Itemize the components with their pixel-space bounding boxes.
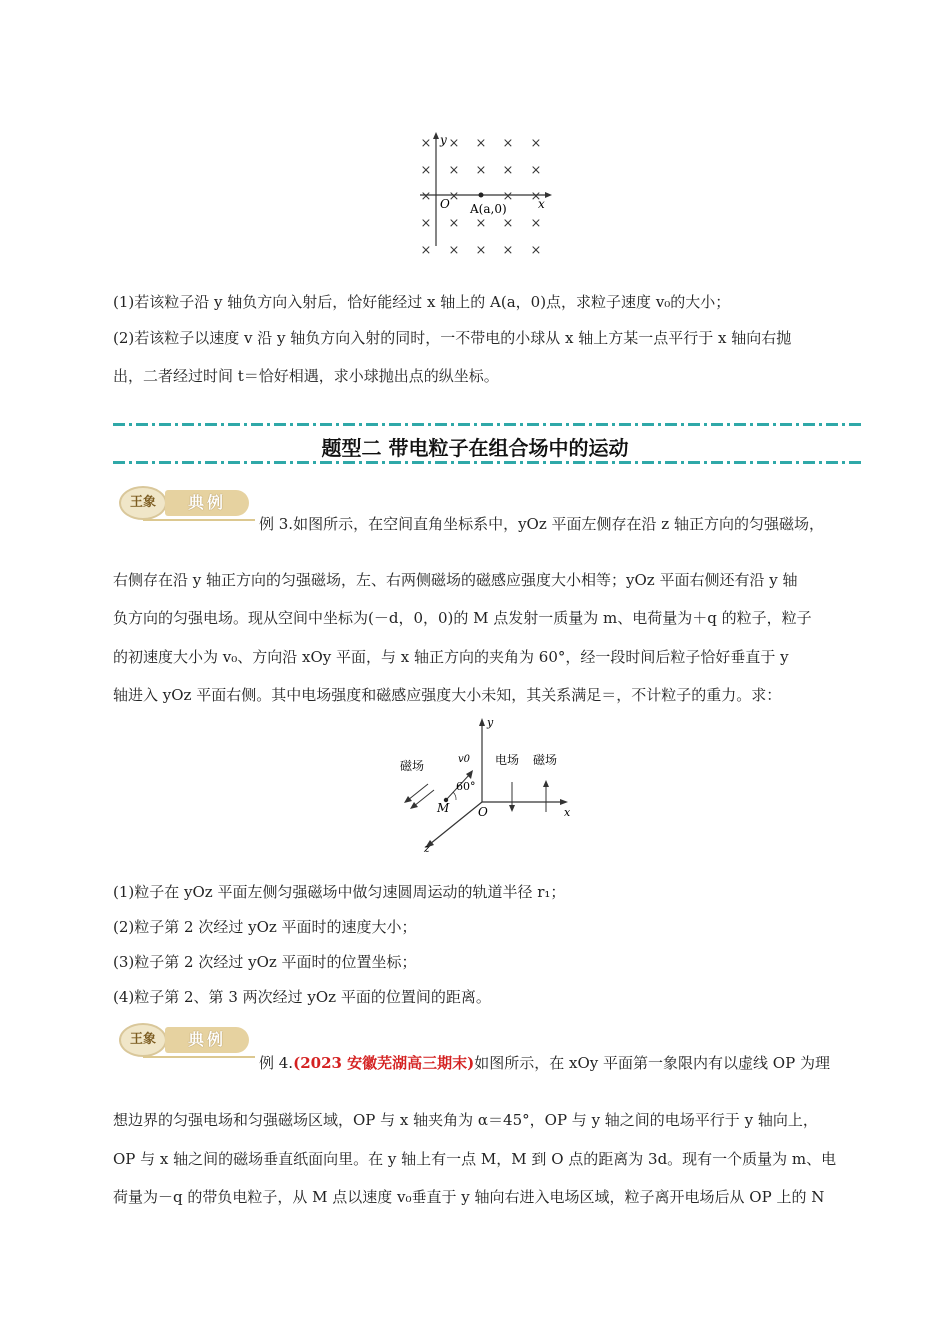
y-axis-arrow xyxy=(433,132,439,139)
x-axis-arrow xyxy=(545,192,552,198)
cross-mark: × xyxy=(475,243,487,258)
example-3-line5: 轴进入 yOz 平面右侧。其中电场强度和磁感应强度大小未知，其关系满足＝，不计粒子的重力。求： xyxy=(113,686,782,704)
example-4-line3: OP 与 x 轴之间的磁场垂直纸面向里。在 y 轴上有一点 M，M 到 O 点的距离为 3d。现有一个质量为 m、电 xyxy=(113,1150,837,1168)
example-3-question-3: (3)粒子第 2 次经过 yOz 平面时的位置坐标； xyxy=(113,953,417,971)
cross-mark: × xyxy=(420,163,432,178)
section-divider-top xyxy=(113,423,865,426)
y-axis-label: y xyxy=(440,133,447,147)
cross-mark: × xyxy=(420,243,432,258)
cross-mark: × xyxy=(502,189,514,204)
cross-mark: × xyxy=(420,136,432,151)
example-4-line1 xyxy=(259,1053,830,1073)
figure-3d-coordinate-system xyxy=(390,712,590,857)
electric-field-label: 电场 xyxy=(495,753,520,767)
angle-arc xyxy=(453,792,456,800)
example-3-line2: 右侧存在沿 y 轴正方向的匀强磁场，左、右两侧磁场的磁感应强度大小相等；yOz 平面右侧还有沿 y 轴 xyxy=(113,571,798,589)
cross-mark: × xyxy=(475,136,487,151)
cross-mark: × xyxy=(475,216,487,231)
example-4-source: (2023 安徽芜湖高三期末) xyxy=(293,1054,475,1072)
origin-label: O xyxy=(440,197,450,211)
example-3-line3: 负方向的匀强电场。现从空间中坐标为(－d，0，0)的 M 点发射一质量为 m、电荷量为＋q 的粒子，粒子 xyxy=(113,609,812,627)
example-3-question-2: (2)粒子第 2 次经过 yOz 平面时的速度大小； xyxy=(113,918,417,936)
cross-mark: × xyxy=(530,163,542,178)
angle-label: 60° xyxy=(456,780,476,793)
cross-mark: × xyxy=(448,136,460,151)
example-4-prefix: 例 4. xyxy=(259,1054,294,1072)
section-divider-bottom xyxy=(113,461,865,464)
cross-mark: × xyxy=(530,216,542,231)
y-axis-label: y xyxy=(487,716,494,729)
example-4-line4: 荷量为－q 的带负电粒子，从 M 点以速度 v₀垂直于 y 轴向右进入电场区域，粒子离开电场后从 OP 上的 N xyxy=(113,1188,825,1206)
example-3-line4: 的初速度大小为 v₀、方向沿 xOy 平面，与 x 轴正方向的夹角为 60°，经一段时间后粒子恰好垂直于 y xyxy=(113,648,789,666)
cross-mark: × xyxy=(530,243,542,258)
cross-mark: × xyxy=(530,136,542,151)
x-axis-arrow xyxy=(560,799,568,805)
example-3-line1: 例 3.如图所示，在空间直角坐标系中，yOz 平面左侧存在沿 z 轴正方向的匀强磁场， xyxy=(259,515,824,533)
badge-underline xyxy=(143,519,255,521)
cross-mark: × xyxy=(448,189,460,204)
cross-mark: × xyxy=(475,163,487,178)
example-label: 典例 xyxy=(165,490,249,516)
y-axis-arrow xyxy=(479,718,485,726)
example-badge xyxy=(113,485,255,521)
example-3-question-4: (4)粒子第 2、第 3 两次经过 yOz 平面的位置间的距离。 xyxy=(113,988,491,1006)
cross-mark: × xyxy=(502,163,514,178)
cross-mark: × xyxy=(448,216,460,231)
question-2-text-line1: (2)若该粒子以速度 v 沿 y 轴负方向入射的同时，一不带电的小球从 x 轴上方某一点平行于 x 轴向右抛 xyxy=(113,329,792,347)
right-field-label: 磁场 xyxy=(533,753,558,767)
point-a-dot xyxy=(479,193,484,198)
m-label: M xyxy=(437,801,450,815)
point-a-label: A(a,0) xyxy=(470,202,507,216)
cross-mark: × xyxy=(502,136,514,151)
section-title: 题型二 带电粒子在组合场中的运动 xyxy=(321,436,629,460)
example-label: 典例 xyxy=(165,1027,249,1053)
cross-mark: × xyxy=(448,243,460,258)
z-axis-label: z xyxy=(424,842,430,855)
x-axis-label: x xyxy=(564,806,571,819)
cross-mark: × xyxy=(502,243,514,258)
v0-label: v0 xyxy=(458,754,471,765)
example-badge xyxy=(113,1022,255,1058)
cross-mark: × xyxy=(420,189,432,204)
cross-mark: × xyxy=(502,216,514,231)
left-field-label: 磁场 xyxy=(400,759,425,773)
example-3-question-1: (1)粒子在 yOz 平面左侧匀强磁场中做匀速圆周运动的轨道半径 r₁； xyxy=(113,883,566,901)
figure-magnetic-field-grid xyxy=(410,128,560,258)
question-1-text: (1)若该粒子沿 y 轴负方向入射后，恰好能经过 x 轴上的 A(a，0)点，求粒子速度 v₀的大小； xyxy=(113,293,731,311)
x-axis-label: x xyxy=(538,197,545,211)
cross-mark: × xyxy=(530,189,542,204)
seal-icon: 王象 xyxy=(119,486,167,520)
origin-label: O xyxy=(478,805,488,819)
badge-underline xyxy=(143,1056,255,1058)
example-4-line1-rest: 如图所示，在 xOy 平面第一象限内有以虚线 OP 为理 xyxy=(474,1054,830,1072)
example-4-line2: 想边界的匀强电场和匀强磁场区域，OP 与 x 轴夹角为 α＝45°，OP 与 y 轴之间的电场平行于 y 轴向上， xyxy=(113,1111,818,1129)
seal-icon: 王象 xyxy=(119,1023,167,1057)
cross-mark: × xyxy=(420,216,432,231)
cross-mark: × xyxy=(448,163,460,178)
question-2-text-line2: 出，二者经过时间 t＝恰好相遇，求小球抛出点的纵坐标。 xyxy=(113,367,499,385)
